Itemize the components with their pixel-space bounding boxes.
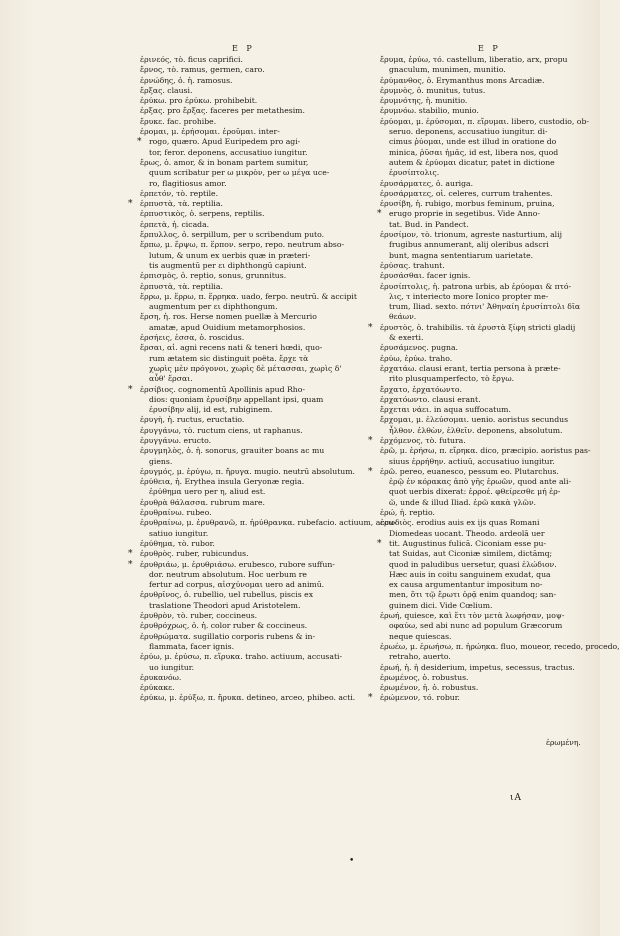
- entry-text: ἐρύκω, μ. ἐρύξω, π. ἤρυκα. detineo, arceo, phibeo. acti.: [140, 693, 356, 703]
- dictionary-entry-line: [140, 395, 345, 405]
- entry-text: ἐρώμενον, τό. robur.: [380, 693, 460, 703]
- entry-text: traslatione Theodori apud Aristotelem.: [149, 600, 301, 610]
- entry-text: seruo. deponens, accusatiuo iungitur. di-: [389, 127, 548, 137]
- entry-text: siuus ἐρρήθην. actiuū, accusatiuo iungitur.: [389, 456, 555, 466]
- dictionary-entry-line: [140, 117, 345, 127]
- dictionary-entry-line: [377, 209, 592, 220]
- entry-text: ἐρώ, ἡ. reptio.: [380, 508, 435, 518]
- entry-text: frugibus annumerant, alij oleribus adscri: [389, 240, 549, 250]
- entry-text: ἐρχατόωντο. clausi erant.: [380, 394, 481, 404]
- dictionary-entry-line: [380, 96, 592, 106]
- entry-text: dios: quoniam ἐρυσίβην appellant ipsi, quam: [149, 394, 324, 404]
- entry-text: ἐρύθεια, ἡ. Erythea insula Geryonæ regia.: [140, 477, 305, 487]
- entry-text: satiuo iungitur.: [149, 528, 209, 538]
- dictionary-entry-line: [140, 220, 345, 230]
- dictionary-entry-line: [380, 415, 592, 425]
- dictionary-entry-line: [380, 148, 592, 158]
- entry-text: ἐρύθημα, τὸ. rubor.: [140, 538, 215, 548]
- dictionary-entry-line: [140, 86, 345, 96]
- dictionary-entry-line: [140, 508, 345, 518]
- entry-text: ἐρυθραίνω, μ. ἐρυθρανῶ, π. ἠρύθρανκα. rubefacio. actiuum, accu-: [140, 518, 397, 528]
- entry-text: ἐρωμένον, ἡ. ὁ. robustus.: [380, 683, 479, 693]
- entry-text: lutum, & unum ex uerbis quæ in præteri-: [149, 250, 311, 260]
- dictionary-entry-line: [140, 539, 345, 549]
- dictionary-entry-line: [380, 106, 592, 116]
- entry-text: ἐρυγμηλὸς, ὁ. ἡ. sonorus, grauiter boans ac mu: [140, 446, 325, 456]
- entry-text: οφαύω, sed abi nunc ad populum Græcorum: [389, 621, 563, 631]
- dictionary-entry-line: [140, 436, 345, 446]
- entry-text: ἔρυκε. fac. prohibe.: [140, 116, 217, 126]
- entry-text: ἐρυστὸς, ὁ. trahibilis. τὰ ἐρυστὰ ξίφη stricti gladij: [380, 322, 576, 332]
- dictionary-entry-line: [140, 96, 345, 106]
- dictionary-entry-line: [380, 601, 592, 611]
- entry-text: ἐρῶ. pereo, euanesco, pessum eo. Plutarchus.: [380, 466, 559, 476]
- dictionary-entry-line: [140, 374, 345, 384]
- entry-text: ἔρνος, τὸ. ramus, germen, caro.: [140, 65, 265, 75]
- entry-text: ro, flagitiosus amor.: [149, 178, 227, 188]
- entry-text: rum ætatem sic distinguit poëta. ἔρχε τὰ: [149, 353, 309, 363]
- asterisk-icon: *: [368, 322, 373, 333]
- entry-text: ἐρυγμός, μ. ἐρύγω, π. ἤρυγα. mugio. neutrū absolutum.: [140, 466, 355, 476]
- dictionary-entry-line: [380, 117, 592, 127]
- dictionary-entry-line: [128, 559, 345, 570]
- asterisk-icon: *: [377, 209, 382, 220]
- entry-text: αὖθ' ἕρσαι.: [149, 374, 193, 384]
- entry-text: ἐρυμνὸς, ὁ. munitus, tutus.: [380, 85, 486, 95]
- entry-text: ἐρῶ, μ. ἐρήσω, π. εἴρηκα. dico, præcipio. aoristus pas-: [380, 446, 591, 456]
- entry-text: cimus ῥύομαι, unde est illud in oratione do: [389, 137, 557, 147]
- dictionary-entry-line: [380, 518, 592, 528]
- entry-text: ἐρύκακε.: [140, 683, 175, 693]
- entry-text: rito plusquamperfecto, τὸ ἔργω.: [389, 374, 515, 384]
- dictionary-entry-line: [140, 426, 345, 436]
- dictionary-entry-line: [140, 405, 345, 415]
- entry-text: retraho, auerto.: [389, 652, 451, 662]
- asterisk-icon: *: [137, 137, 142, 148]
- entry-text: ἑρπετόν, τὸ. reptile.: [140, 188, 219, 198]
- dictionary-entry-line: [380, 312, 592, 322]
- entry-text: guinem dici. Vide Cœlium.: [389, 600, 493, 610]
- entry-text: tat. Bud. in Pandect.: [389, 219, 469, 229]
- dictionary-entry-line: [380, 271, 592, 281]
- dictionary-entry-line: [380, 55, 592, 65]
- dictionary-entry-line: [140, 477, 345, 487]
- entry-text: men, ὅτι τῷ ἔρωτι ὀρᾷ enim quandoq; san-: [389, 590, 557, 600]
- dictionary-entry-line: [380, 354, 592, 364]
- dictionary-entry-line: [140, 65, 345, 75]
- entry-text: ἕρσαι, αἱ. agni recens nati & teneri hœdi, quo-: [140, 343, 323, 353]
- dictionary-entry-line: [380, 385, 592, 395]
- dictionary-entry-line: [140, 487, 345, 497]
- entry-text: Diomedeas uocant. Theodo. ardeolā uer: [389, 528, 545, 538]
- entry-text: ἔρχεται νάει. in aqua suffocatum.: [380, 405, 511, 415]
- dictionary-entry-line: [380, 76, 592, 86]
- dictionary-entry-line: [380, 364, 592, 374]
- entry-text: ἐρυμνότης, ἡ. munitio.: [380, 96, 468, 106]
- entry-text: ἐρξας. pro ἔρξας. faceres per metathesim.: [140, 106, 305, 116]
- dictionary-entry-line: [380, 621, 592, 631]
- entry-text: ἐρωή, ἡ. ἡ desiderium, impetus, secessus, tractus.: [380, 662, 575, 672]
- dictionary-entry-line: [140, 312, 345, 322]
- dictionary-entry-line: [380, 65, 592, 75]
- entry-text: trum, Iliad. sexto. πότνι' Ἀθηναίη ἐρυσίπτολι δῖα: [389, 302, 581, 312]
- entry-text: ex causa argumentantur impositum no-: [389, 580, 543, 590]
- dictionary-entry-line: [140, 354, 345, 364]
- entry-text: ἐρυσάσθαι. facer ignis.: [380, 271, 471, 281]
- entry-text: fertur ad corpus, αἰσχύνομαι uero ad animū.: [149, 580, 325, 590]
- entry-text: ἑρπυστικὸς, ὁ. serpens, reptilis.: [140, 209, 265, 219]
- dictionary-entry-line: [140, 457, 345, 467]
- entry-text: quod in paludibus uersetur, quasi ἑλώδιον.: [389, 559, 557, 569]
- entry-text: flammata, facer ignis.: [149, 641, 235, 651]
- entry-text: ἐρυσίπτολις, ἡ. patrona urbis, ab ἐρύομαι & πτό-: [380, 281, 572, 291]
- dictionary-entry-line: [380, 529, 592, 539]
- dictionary-entry-line: [380, 158, 592, 168]
- entry-text: ἐρυγγάνω, τὸ. ructum ciens, ut raphanus.: [140, 425, 303, 435]
- dictionary-entry-line: [380, 570, 592, 580]
- dictionary-entry-line: [140, 446, 345, 456]
- entry-text: ἐρυσάμενος. pugna.: [380, 343, 459, 353]
- entry-text: ἔρυμα, ἐρύω, τό. castellum, liberatio, arx, propu: [380, 55, 568, 64]
- dictionary-entry-line: [140, 415, 345, 425]
- entry-text: & exerti.: [389, 333, 424, 343]
- dictionary-entry-line: [380, 611, 592, 621]
- dictionary-entry-line: [140, 209, 345, 219]
- dictionary-entry-line: [380, 240, 592, 250]
- dictionary-entry-line: [380, 477, 592, 487]
- entry-text: ἐρυσίβη, ἡ. rubigo, morbus feminum, pruina,: [380, 199, 555, 209]
- dictionary-entry-line: [380, 333, 592, 343]
- entry-text: uo iungitur.: [149, 662, 195, 672]
- dictionary-entry-line: [140, 271, 345, 281]
- dictionary-entry-line: [128, 549, 345, 560]
- entry-text: ἐρύσας. trahunt.: [380, 260, 445, 270]
- dictionary-entry-line: [380, 282, 592, 292]
- dictionary-entry-line: [140, 106, 345, 116]
- dictionary-entry-line: [380, 374, 592, 384]
- entry-text: ἐρύθημα uero per η, aliud est.: [149, 487, 266, 497]
- asterisk-icon: *: [368, 435, 373, 446]
- entry-text: ἐρχόμενος, τὸ. futura.: [380, 435, 466, 445]
- dictionary-entry-line: [140, 673, 345, 683]
- dictionary-entry-line: [380, 498, 592, 508]
- dictionary-entry-line: [380, 179, 592, 189]
- catchword: ἐρωμένη.: [546, 738, 581, 747]
- dictionary-entry-line: [380, 292, 592, 302]
- entry-text: ἐρωδιὸς. erodius auis ex ijs quas Romani: [380, 518, 540, 528]
- entry-text: ἕρπυλλος, ὁ. serpillum, per υ scribendum puto.: [140, 230, 325, 240]
- entry-text: ἕρση, ἡ. ros. Herse nomen puellæ à Mercurio: [140, 312, 317, 322]
- entry-text: ἔρως, ὁ. amor, & in bonam partem sumitur,: [140, 157, 309, 167]
- entry-text: ἐρυμνόω. stabilio, munio.: [380, 106, 479, 116]
- dictionary-entry-line: [140, 55, 345, 65]
- dictionary-entry-line: [140, 333, 345, 343]
- dictionary-entry-line: [380, 508, 592, 518]
- asterisk-icon: *: [128, 384, 133, 395]
- dictionary-entry-line: [128, 199, 345, 210]
- dictionary-entry-line: [380, 641, 620, 652]
- entry-text: ἐρυσίμον, τὸ. trionum, agreste nasturtium, alij: [380, 230, 562, 240]
- dictionary-entry-line: [380, 426, 592, 436]
- dictionary-entry-line: [137, 137, 345, 148]
- dictionary-entry-line: [140, 240, 345, 250]
- entry-text: χωρὶς μὲν πρόγονοι, χωρὶς δὲ μέτασσαι, χωρὶς δ': [149, 363, 342, 373]
- entry-text: ἐρυγγάνω. eructo.: [140, 435, 212, 445]
- dictionary-entry-line: [140, 261, 345, 271]
- dictionary-entry-line: [140, 158, 345, 168]
- dictionary-entry-line: [140, 230, 345, 240]
- dictionary-entry-line: [380, 127, 592, 137]
- dictionary-entry-line: [368, 435, 592, 446]
- entry-text: ἐρυθριάω, μ. ἐρυθριάσω. erubesco, rubore suffun-: [140, 559, 335, 569]
- entry-text: ἑρπυστὰ, τὰ. reptilia.: [140, 281, 223, 291]
- entry-text: ἐρχατάω. clausi erant, tertia persona à præte-: [380, 363, 561, 373]
- dictionary-entry-line: [140, 127, 345, 137]
- dictionary-entry-line: [380, 189, 592, 199]
- entry-text: ἐρύω, μ. ἐρύσω, π. εἴρυκα. traho. actiuum, accusati-: [140, 652, 343, 662]
- dictionary-entry-line: [140, 302, 345, 312]
- entry-text: ἐρπισμὸς, ὁ. reptio, sonus, grunnitus.: [140, 271, 287, 281]
- entry-text: ἐρυσίπτολις.: [389, 168, 440, 178]
- asterisk-icon: *: [377, 538, 382, 549]
- dictionary-entry-line: [368, 693, 592, 704]
- dictionary-entry-line: [380, 395, 592, 405]
- entry-text: ἐρῷ ἐν κόρακας ἀπὸ γῆς ἐρωῶν, quod ante ali-: [389, 477, 572, 487]
- entry-text: neque quiescas.: [389, 631, 452, 641]
- dictionary-entry-line: [380, 251, 592, 261]
- dictionary-entry-line: [140, 652, 345, 662]
- entry-text: Hæc auis in coitu sanguinem exudat, qua: [389, 569, 551, 579]
- dictionary-entry-line: [140, 683, 345, 693]
- dictionary-entry-line: [140, 498, 345, 508]
- dictionary-entry-line: [380, 590, 592, 600]
- dictionary-entry-line: [380, 199, 592, 209]
- asterisk-icon: *: [128, 559, 133, 570]
- entry-text: tis augmentū per ει diphthongū capiunt.: [149, 260, 307, 270]
- entry-text: quum scribatur per ω μικρὸν, per ω μέγα uce-: [149, 168, 330, 178]
- entry-text: quot uerbis dixerat: ἐρροέ. φθείρεσθε μή ἐρ-: [389, 487, 561, 497]
- entry-text: ἐρυθρῖνος, ὁ. rubellio, uel rubellus, piscis ex: [140, 590, 314, 600]
- dictionary-entry-line: [380, 683, 592, 693]
- running-head-left: E P: [232, 44, 255, 53]
- entry-text: ἐρυθρὰ θάλασσα. rubrum mare.: [140, 497, 266, 507]
- dictionary-entry-line: [140, 189, 345, 199]
- entry-text: ἐρυσάρματες, οἱ. celeres, currum trahentes.: [380, 188, 553, 198]
- dictionary-entry-line: [140, 76, 345, 86]
- dictionary-entry-line: [140, 570, 345, 580]
- dictionary-entry-line: [140, 282, 345, 292]
- entry-text: ἐρυθρὸς. ruber, rubicundus.: [140, 549, 249, 559]
- dictionary-entry-line: [140, 291, 357, 302]
- entry-text: ἐρσίβιος. cognomentū Apollinis apud Rho-: [140, 384, 305, 394]
- dictionary-entry-line: [140, 611, 345, 621]
- asterisk-icon: *: [128, 549, 133, 560]
- entry-text: tit. Augustinus fulicā. Ciconiam esse pu-: [389, 538, 547, 548]
- dictionary-entry-line: [380, 673, 592, 683]
- dictionary-entry-line: [368, 466, 592, 477]
- entry-text: ἕρπω, μ. ἕρψω, π. ἕρπον. serpo, repo. neutrum abso-: [140, 240, 345, 250]
- dictionary-entry-line: [140, 621, 345, 631]
- dictionary-entry-line: [128, 384, 345, 395]
- dictionary-entry-line: [140, 580, 345, 590]
- dictionary-entry-line: [380, 560, 592, 570]
- dictionary-entry-line: [380, 137, 592, 147]
- dictionary-entry-line: [380, 580, 592, 590]
- dictionary-entry-line: [368, 322, 592, 333]
- asterisk-icon: *: [368, 466, 373, 477]
- entry-text: ἐρωέω, μ. ἐρωήσω, π. ἠρώηκα. fluo, moueor, recedo, procedo,: [380, 641, 620, 651]
- entry-text: ἑρπυστὰ, τὰ. reptilia.: [140, 199, 223, 209]
- entry-text: tat Suidas, aut Ciconiæ similem, dictāmq;: [389, 549, 553, 559]
- entry-text: ἕρρω, μ. ἕρρω, π. ἕρρηκα. uado, ferpo. neutrū. & accipit: [140, 291, 357, 301]
- dictionary-entry-line: [140, 148, 345, 158]
- entry-text: ἔρξας. clausi.: [140, 85, 193, 95]
- entry-text: giens.: [149, 456, 173, 466]
- dictionary-entry-line: [377, 538, 592, 549]
- entry-text: amatæ, apud Ouidium metamorphosios.: [149, 322, 306, 332]
- asterisk-icon: *: [128, 199, 133, 210]
- entry-text: ἦλθον. ἐλθὼν, ἐλθεῖν. deponens, absolutum.: [389, 425, 563, 435]
- entry-text: bunt, magna sententiarum uarietate.: [389, 250, 534, 260]
- dictionary-entry-line: [140, 693, 356, 703]
- entry-text: ἐρομαι, μ. ἐρήσομαι. ἐροῦμαι. inter-: [140, 127, 280, 137]
- dictionary-entry-line: [140, 518, 397, 528]
- dictionary-entry-line: [380, 86, 592, 96]
- decorative-dot-icon: •: [349, 856, 355, 866]
- entry-text: ἐρυσάρματες, ὁ. auriga.: [380, 178, 474, 188]
- asterisk-icon: *: [368, 693, 373, 704]
- dictionary-entry-line: [380, 261, 592, 271]
- dictionary-entry-line: [140, 364, 345, 374]
- dictionary-entry-line: [140, 663, 345, 673]
- entry-text: ἐρσήεις, ἐσσα, ὁ. roscidus.: [140, 333, 245, 343]
- entry-text: gnaculum, munimen, munitio.: [389, 65, 506, 75]
- dictionary-entry-line: [140, 168, 345, 178]
- entry-text: ἐρυθρὸν, τὸ. ruber, coccineus.: [140, 611, 258, 621]
- dictionary-entry-line: [380, 230, 592, 240]
- running-head-right: E P: [478, 44, 501, 53]
- dictionary-entry-line: [140, 601, 345, 611]
- dictionary-entry-line: [140, 323, 345, 333]
- entry-text: erugo proprie in segetibus. Vide Anno-: [389, 209, 540, 219]
- dictionary-entry-line: [380, 302, 592, 312]
- dictionary-entry-line: [380, 220, 592, 230]
- dictionary-entry-line: [380, 405, 592, 415]
- dictionary-entry-line: [140, 529, 345, 539]
- dictionary-entry-line: [140, 632, 345, 642]
- entry-text: ἐρωή, quiesce, καὶ ἔτι τὸν μετὰ λωφήσαν, μοψ-: [380, 611, 565, 621]
- dictionary-entry-line: [380, 446, 592, 456]
- entry-text: ἐρύω, ἐρύω. traho.: [380, 353, 453, 363]
- entry-text: ἐρνώδης, ὁ. ἡ. ramosus.: [140, 75, 233, 85]
- entry-text: tor, feror. deponens, accusatiuo iungitur.: [149, 147, 308, 157]
- entry-text: ῶ, unde & illud Iliad. ἐρῶ κακὰ γλῶν.: [389, 497, 536, 507]
- entry-text: minica, ῥῦσαι ἡμᾶς, id est, libera nos, quod: [389, 147, 559, 157]
- dictionary-entry-line: [380, 549, 592, 559]
- dictionary-entry-line: [380, 168, 592, 178]
- entry-text: ἐρυκανόω.: [140, 672, 182, 682]
- left-column: [128, 55, 397, 704]
- entry-text: augmentum per ει diphthongum.: [149, 302, 278, 312]
- entry-text: ἐρινεός, τὸ. ficus caprifici.: [140, 55, 243, 64]
- entry-text: ἐρυσίβην alij, id est, rubiginem.: [149, 405, 273, 415]
- entry-text: ἑρπετὰ, ἡ. cicada.: [140, 219, 210, 229]
- dictionary-entry-line: [380, 457, 592, 467]
- entry-text: ἐρυθρώματα. sugillatio corporis rubens & in-: [140, 631, 316, 641]
- entry-text: ἐρωμένος, ὁ. robustus.: [380, 672, 469, 682]
- entry-text: ἐρυθραίνω. rubeo.: [140, 508, 212, 518]
- entry-text: ἐρυθρόχρως, ὁ. ἡ. color ruber & coccineus.: [140, 621, 308, 631]
- dictionary-entry-line: [140, 179, 345, 189]
- dictionary-entry-line: [140, 466, 355, 477]
- entry-text: ἐρύομαι, μ. ἐρύσομαι, π. εἴρυμαι. libero, custodio, ob-: [380, 116, 589, 126]
- dictionary-entry-line: [380, 343, 592, 353]
- dictionary-entry-line: [140, 343, 345, 353]
- entry-text: ἐρυγὴ, ἡ. ructus, eructatio.: [140, 415, 245, 425]
- entry-text: autem & ἐρύομαι dicatur, patet in dictione: [389, 157, 555, 167]
- dictionary-entry-line: [380, 663, 592, 673]
- entry-text: ἐρύμανθος, ὁ. Erymanthus mons Arcadiæ.: [380, 75, 545, 85]
- dictionary-entry-line: [140, 590, 345, 600]
- entry-text: ἔρχατο, ἐρχατόωντο.: [380, 384, 462, 394]
- dictionary-entry-line: [380, 632, 592, 642]
- dictionary-entry-line: [380, 652, 592, 662]
- entry-text: ἔρχομαι, μ. ἐλεύσομαι. uenio. aoristus secundus: [380, 415, 569, 425]
- entry-text: θεάων.: [389, 312, 417, 322]
- entry-text: dor. neutrum absolutum. Hoc uerbum re: [149, 569, 307, 579]
- signature-mark: ιΑ: [510, 793, 523, 803]
- dictionary-entry-line: [140, 251, 345, 261]
- dictionary-entry-line: [140, 642, 345, 652]
- entry-text: λις, τ interiecto more Ionico propter me-: [389, 291, 549, 301]
- dictionary-entry-line: [380, 487, 592, 497]
- entry-text: rogo, quæro. Apud Euripedem pro agi-: [149, 137, 301, 147]
- right-column: [368, 55, 620, 704]
- entry-text: ἐρύκω. pro ἐρύκω. prohibebit.: [140, 96, 258, 106]
